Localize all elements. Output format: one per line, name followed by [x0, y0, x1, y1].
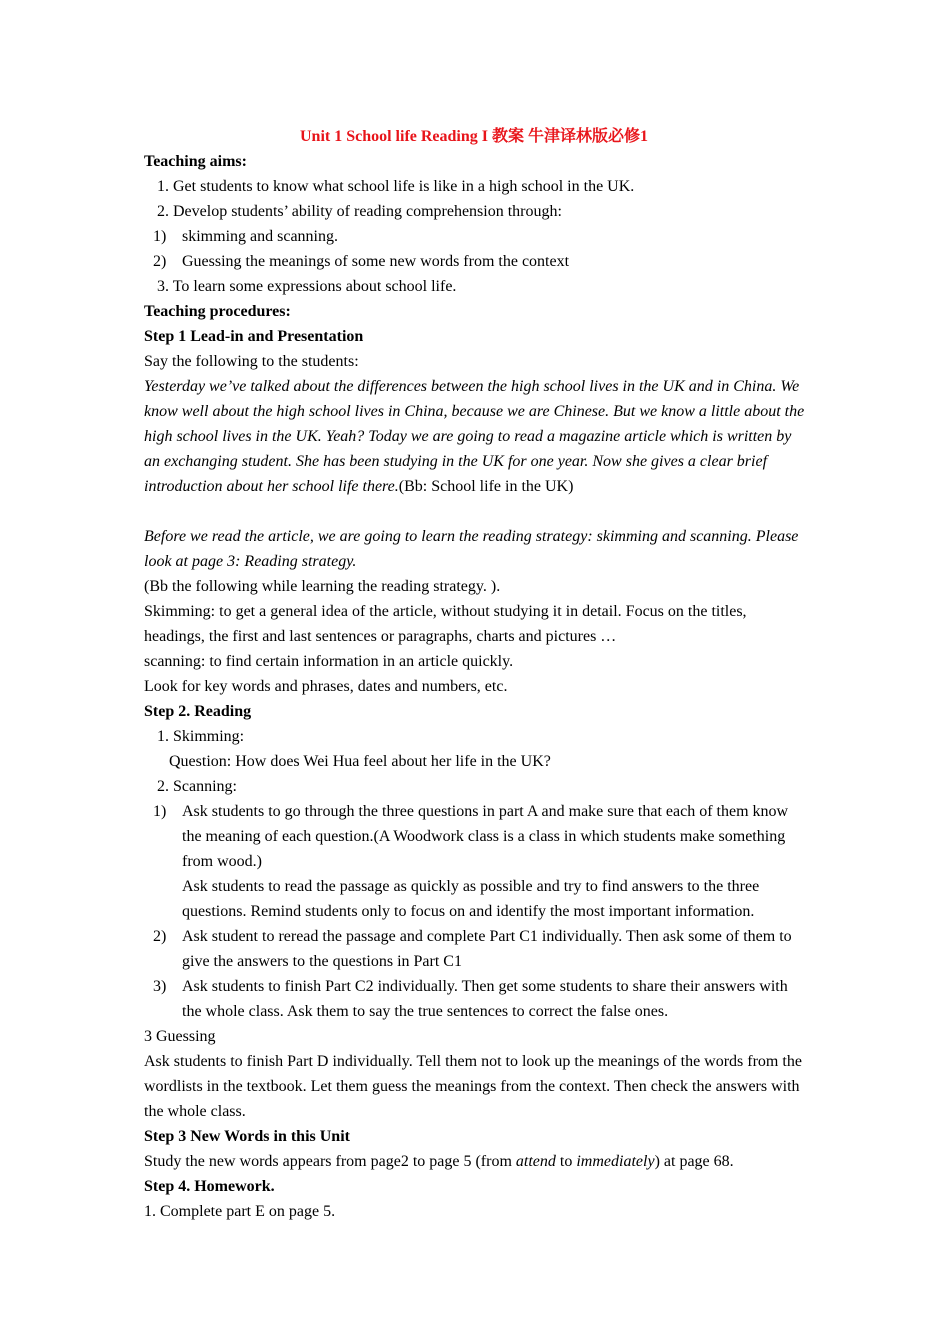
step3-text-a: Study the new words appears from page2 to page 5 (from — [144, 1153, 516, 1170]
scanning-item-2 — [144, 924, 809, 974]
step1-speech: Yesterday we’ve talked about the differences between the high school lives in the UK and in China. We know well about the high school lives in China, because we are Chinese. But we know a little about the high school lives in the UK. Yeah? Today we are going to read a magazine article which is written by an exchanging student. She has been studying in the UK for one year. Now she gives a clear brief introduction about her school life there. — [144, 378, 805, 495]
procedures-heading: Teaching procedures: — [144, 303, 291, 320]
scanning-tip: Look for key words and phrases, dates and numbers, etc. — [144, 678, 508, 695]
aim-item-3: 3. To learn some expressions about school life. — [157, 278, 457, 295]
step1-speech-2: Before we read the article, we are going to learn the reading strategy: skimming and scanning. Please look at page 3: Reading strategy. — [144, 528, 799, 570]
step3-word-attend: attend — [515, 1153, 556, 1170]
aim-subitem-1 — [144, 224, 809, 249]
blank-line — [144, 499, 809, 524]
skimming-question: Question: How does Wei Hua feel about her life in the UK? — [169, 753, 551, 770]
scanning-definition: scanning: to find certain information in an article quickly. — [144, 653, 514, 670]
scanning-item-number: 3) — [153, 978, 167, 995]
skimming-label: 1. Skimming: — [157, 728, 245, 745]
scanning-item-text-a: Ask students to go through the three questions in part A and make sure that each of them know the meaning of each question.(A Woodwork class is a class in which students make something from wood.) — [182, 803, 789, 870]
scanning-item-1 — [144, 799, 809, 924]
aim-subitem-number: 2) — [153, 253, 167, 270]
document-body — [144, 124, 809, 1224]
step1-speech-paragraph — [144, 374, 809, 499]
aim-subitem-number: 1) — [153, 228, 167, 245]
scanning-item-number: 2) — [153, 928, 167, 945]
step3-text-c: ) at page 68. — [654, 1153, 734, 1170]
scanning-item-text-b: Ask students to read the passage as quickly as possible and try to find answers to the three questions. Remind students only to focus on and identify the most important information. — [182, 878, 760, 920]
scanning-item-3 — [144, 974, 809, 1024]
guessing-text: Ask students to finish Part D individually. Tell them not to look up the meanings of the words from the wordlists in the textbook. Let them guess the meanings from the context. Then check the answers with the whole class. — [144, 1053, 802, 1120]
step1-heading: Step 1 Lead-in and Presentation — [144, 328, 364, 345]
teaching-aims-heading: Teaching aims: — [144, 153, 247, 170]
step3-text-b: to — [555, 1153, 577, 1170]
step1-board-note-2: (Bb the following while learning the reading strategy. ). — [144, 578, 501, 595]
aim-subitem-text: Guessing the meanings of some new words from the context — [182, 253, 570, 270]
aim-subitem-2 — [144, 249, 809, 274]
scanning-label: 2. Scanning: — [157, 778, 237, 795]
guessing-label: 3 Guessing — [144, 1028, 216, 1045]
skimming-definition: Skimming: to get a general idea of the article, without studying it in detail. Focus on the titles, headings, the first and last sentences or paragraphs, charts and pictures … — [144, 603, 747, 645]
scanning-item-text — [182, 799, 809, 924]
aim-subitem-text: skimming and scanning. — [182, 228, 338, 245]
step1-board-note: (Bb: School life in the UK) — [398, 478, 574, 495]
step3-word-immediately: immediately — [576, 1153, 655, 1170]
step3-heading: Step 3 New Words in this Unit — [144, 1128, 350, 1145]
document-title: Unit 1 School life Reading I 教案 牛津译林版必修1 — [299, 128, 649, 145]
step3-text — [144, 1149, 809, 1174]
step1-instruction: Say the following to the students: — [144, 353, 359, 370]
aim-item-1: 1. Get students to know what school life is like in a high school in the UK. — [157, 178, 635, 195]
step2-heading: Step 2. Reading — [144, 703, 252, 720]
scanning-item-text: Ask student to reread the passage and complete Part C1 individually. Then ask some of them to give the answers to the questions in Part C1 — [182, 928, 792, 970]
scanning-item-text: Ask students to finish Part C2 individually. Then get some students to share their answers with the whole class. Ask them to say the true sentences to correct the false ones. — [182, 978, 788, 1020]
scanning-item-number: 1) — [153, 803, 167, 820]
aim-item-2: 2. Develop students’ ability of reading comprehension through: — [157, 203, 562, 220]
step4-heading: Step 4. Homework. — [144, 1178, 275, 1195]
homework-item-1: 1. Complete part E on page 5. — [144, 1203, 336, 1220]
